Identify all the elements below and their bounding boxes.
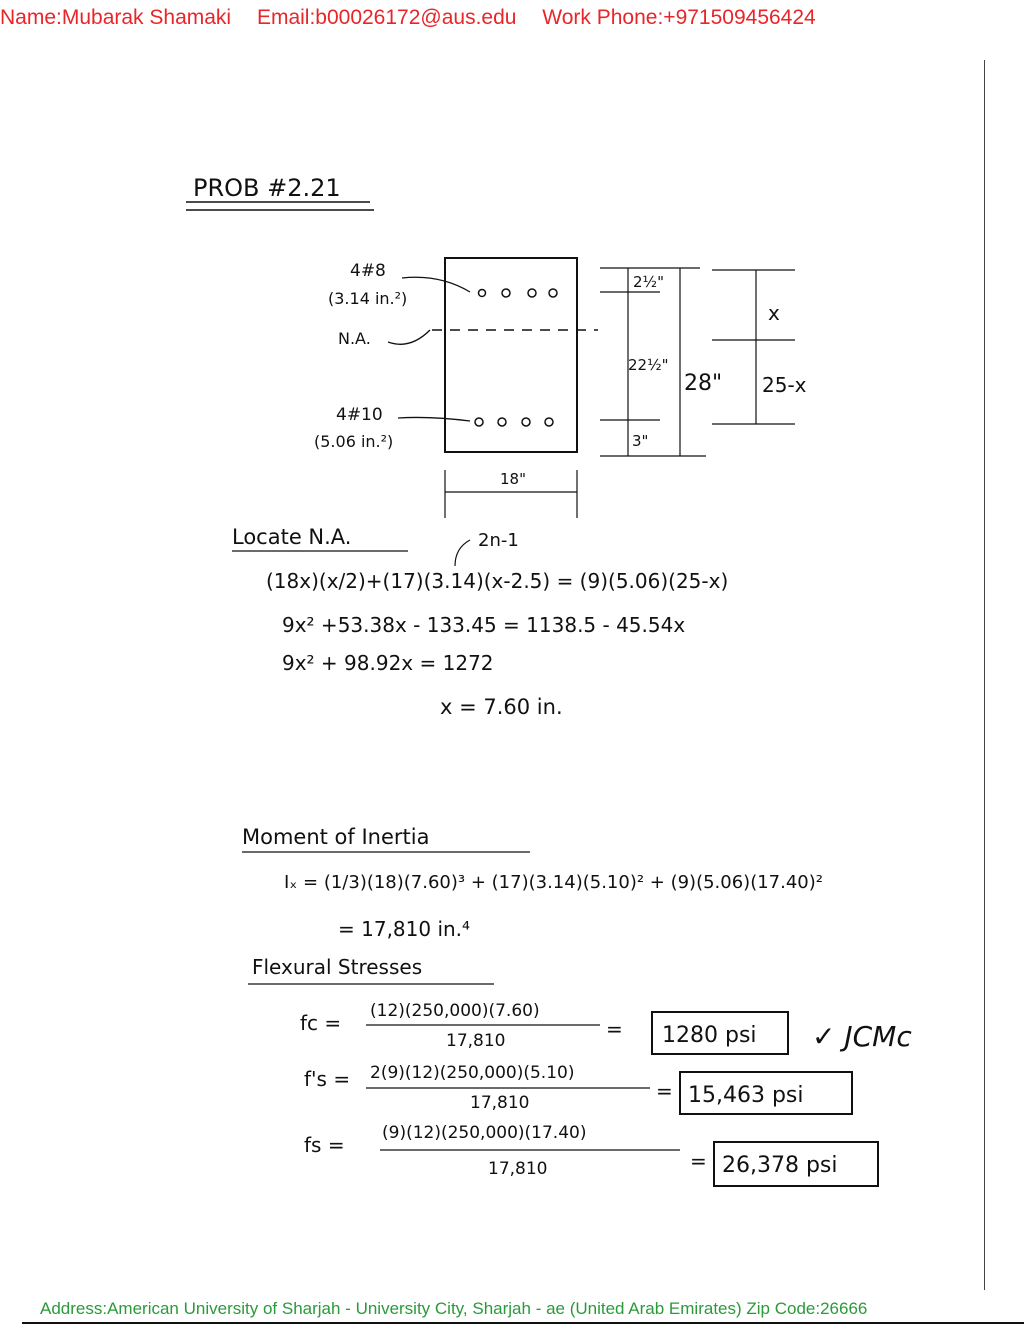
fs-prime-equals: = [656, 1079, 673, 1103]
fs-prime-result: 15,463 psi [688, 1083, 804, 1108]
dim-25-minus-x: 25-x [762, 373, 807, 397]
fc-result: 1280 psi [662, 1023, 757, 1048]
fc-equals: = [606, 1017, 623, 1041]
inertia-heading: Moment of Inertia [242, 825, 430, 849]
fc-denominator: 17,810 [446, 1031, 506, 1051]
fs-denominator: 17,810 [488, 1159, 548, 1179]
bottom-bar [475, 418, 483, 426]
problem-title: PROB #2.21 [193, 174, 341, 202]
note-arrow [455, 540, 470, 566]
footer-address: Address:American University of Sharjah - University City, Sharjah - ae (United Arab Emirates) Zip Code:26666 [40, 1299, 868, 1318]
fs-prime-denominator: 17,810 [470, 1093, 530, 1113]
dim-bottom-cover: 3" [632, 432, 649, 450]
fc-label: fc = [300, 1011, 342, 1035]
bottom-bar [545, 418, 553, 426]
top-bars-area: (3.14 in.²) [328, 289, 408, 308]
top-bars-label: 4#8 [350, 261, 386, 281]
locate-note: 2n-1 [478, 530, 519, 551]
fs-equals: = [690, 1149, 707, 1173]
dim-width: 18" [500, 470, 526, 488]
author-name: Name:Mubarak Shamaki [0, 6, 232, 29]
dim-x: x [768, 301, 780, 325]
locate-eq1: (18x)(x/2)+(17)(3.14)(x-2.5) = (9)(5.06)(25-x) [266, 569, 729, 593]
fc-numerator: (12)(250,000)(7.60) [370, 1001, 540, 1021]
author-phone: Work Phone:+971509456424 [542, 6, 816, 29]
fs-prime-numerator: 2(9)(12)(250,000)(5.10) [370, 1063, 575, 1083]
footer-rule [22, 1322, 1024, 1324]
locate-eq3: 9x² + 98.92x = 1272 [282, 651, 494, 675]
fs-prime-label: f's = [304, 1067, 351, 1091]
bottom-bars-arrow [398, 417, 470, 421]
bottom-bars-area: (5.06 in.²) [314, 432, 394, 451]
fs-numerator: (9)(12)(250,000)(17.40) [382, 1123, 587, 1143]
dim-effective-depth: 22½" [628, 356, 669, 374]
grader-checkmark: ✓ JCMc [812, 1020, 912, 1053]
top-bars-arrow [402, 277, 470, 292]
beam-outline [445, 258, 577, 452]
dim-total-depth: 28" [684, 371, 723, 396]
beam-cross-section [432, 258, 598, 452]
dim-top-cover: 2½" [633, 273, 664, 291]
na-arrow [388, 330, 430, 344]
locate-eq2: 9x² +53.38x - 133.45 = 1138.5 - 45.54x [282, 613, 686, 637]
na-label: N.A. [338, 329, 371, 348]
author-email: Email:b00026172@aus.edu [256, 6, 517, 29]
locate-eq4: x = 7.60 in. [440, 695, 563, 719]
bottom-bars-label: 4#10 [336, 405, 383, 425]
bottom-bar [522, 418, 530, 426]
top-bar [549, 289, 557, 297]
fs-label: fs = [304, 1133, 345, 1157]
inertia-eq2: = 17,810 in.⁴ [338, 917, 471, 941]
top-bar [528, 289, 536, 297]
top-bar [502, 289, 510, 297]
inertia-eq1: Iₓ = (1/3)(18)(7.60)³ + (17)(3.14)(5.10)² + (9)(5.06)(17.40)² [284, 872, 823, 893]
bottom-bar [498, 418, 506, 426]
stresses-heading: Flexural Stresses [252, 955, 423, 979]
top-bar [479, 290, 486, 297]
locate-heading: Locate N.A. [232, 525, 352, 549]
fs-result: 26,378 psi [722, 1153, 838, 1178]
page-footer [40, 1299, 1024, 1319]
